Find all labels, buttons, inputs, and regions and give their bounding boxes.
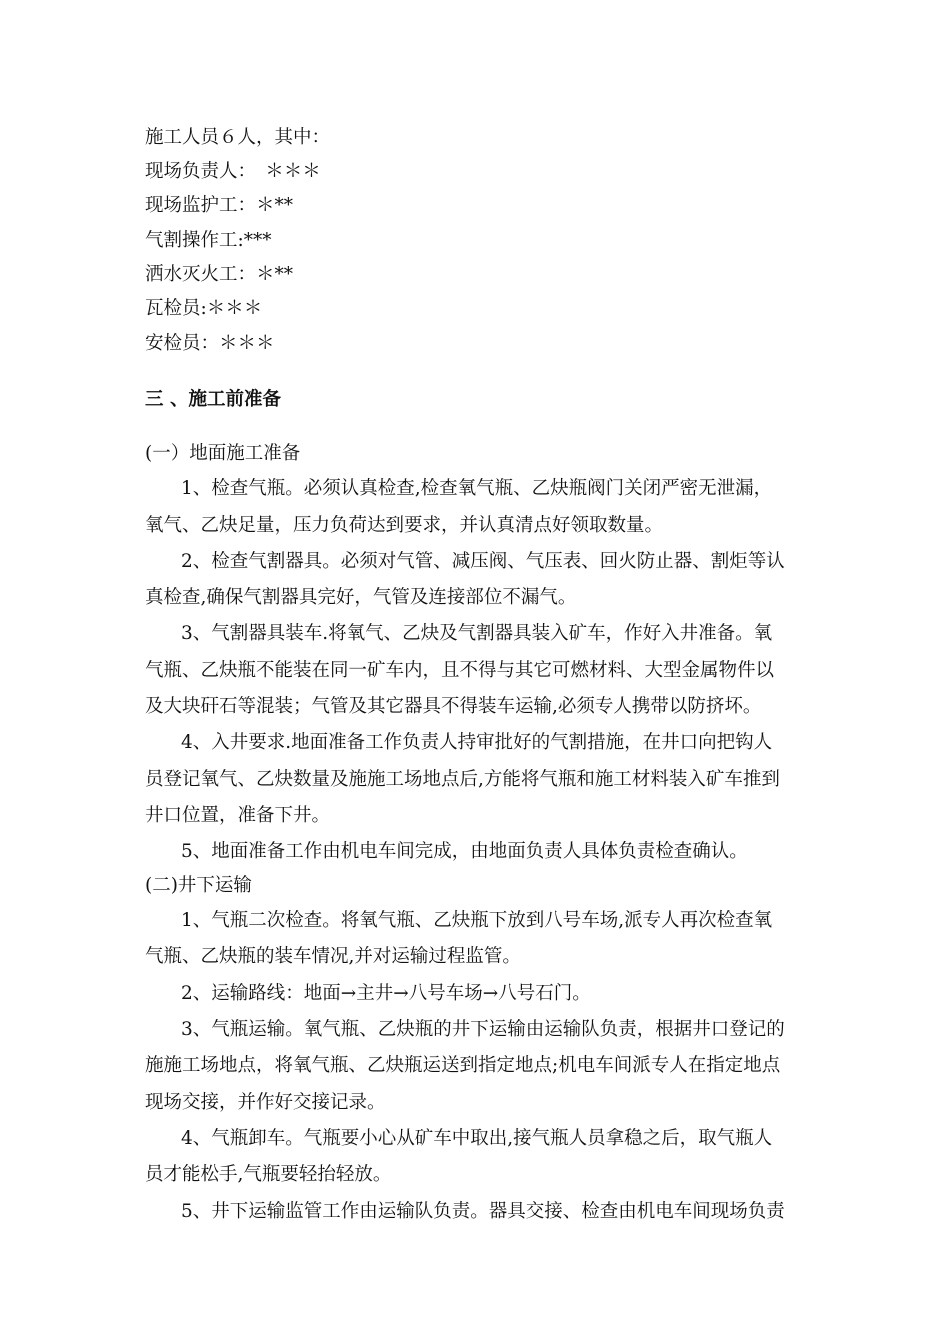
paragraph-line: 员才能松手,气瓶要轻抬轻放。	[145, 1164, 392, 1185]
paragraph-line: 员登记氧气、乙炔数量及施施工场地点后,方能将气瓶和施工材料装入矿车推到	[145, 769, 780, 790]
personnel-line: 洒水灭火工：＊**	[145, 264, 294, 285]
paragraph-line: 1、气瓶二次检查。将氧气瓶、乙炔瓶下放到八号车场,派专人再次检查氧	[181, 910, 773, 931]
paragraph-line: 4、气瓶卸车。气瓶要小心从矿车中取出,接气瓶人员拿稳之后，取气瓶人	[181, 1128, 773, 1149]
personnel-line: 瓦检员:＊＊＊	[145, 298, 263, 319]
paragraph-line: 真检查,确保气割器具完好，气管及连接部位不漏气。	[145, 587, 577, 608]
section-heading: 三 、施工前准备	[145, 389, 281, 410]
paragraph-line: 气瓶、乙炔瓶不能装在同一矿车内，且不得与其它可燃材料、大型金属物件以	[145, 660, 775, 681]
personnel-line: 气割操作工:***	[145, 230, 272, 251]
paragraph-line: 现场交接，并作好交接记录。	[145, 1092, 386, 1113]
personnel-intro: 施工人员６人，其中：	[145, 127, 331, 148]
paragraph-line: 氧气、乙炔足量，压力负荷达到要求，并认真清点好领取数量。	[145, 515, 664, 536]
paragraph-line: 5、井下运输监管工作由运输队负责。器具交接、检查由机电车间现场负责	[181, 1201, 785, 1222]
personnel-line: 现场负责人： ＊＊＊	[145, 161, 321, 182]
paragraph-line: 5、地面准备工作由机电车间完成，由地面负责人具体负责检查确认。	[181, 841, 748, 862]
personnel-line: 现场监护工：＊**	[145, 195, 294, 216]
paragraph-line: 1、检查气瓶。必须认真检查,检查氧气瓶、乙炔瓶阀门关闭严密无泄漏，	[181, 478, 773, 499]
paragraph-line: 及大块矸石等混装；气管及其它器具不得装车运输,必须专人携带以防挤坏。	[145, 696, 762, 717]
personnel-line: 安检员：＊＊＊	[145, 333, 275, 354]
paragraph-line: 3、气割器具装车.将氧气、乙炔及气割器具装入矿车，作好入井准备。氧	[181, 623, 773, 644]
paragraph-line: 气瓶、乙炔瓶的装车情况,并对运输过程监管。	[145, 946, 521, 967]
paragraph-line: 3、气瓶运输。氧气瓶、乙炔瓶的井下运输由运输队负责，根据井口登记的	[181, 1019, 785, 1040]
paragraph-line: 施施工场地点，将氧气瓶、乙炔瓶运送到指定地点;机电车间派专人在指定地点	[145, 1055, 781, 1076]
subsection-heading: (二)井下运输	[145, 875, 252, 896]
paragraph-line: 2、检查气割器具。必须对气管、减压阀、气压表、回火防止器、割炬等认	[181, 551, 785, 572]
paragraph-line: 4、入井要求.地面准备工作负责人持审批好的气割措施，在井口向把钩人	[181, 732, 773, 753]
subsection-heading: (一）地面施工准备	[145, 443, 301, 464]
paragraph-line: 井口位置，准备下井。	[145, 805, 331, 826]
paragraph-line: 2、运输路线：地面→主井→八号车场→八号石门。	[181, 983, 591, 1004]
